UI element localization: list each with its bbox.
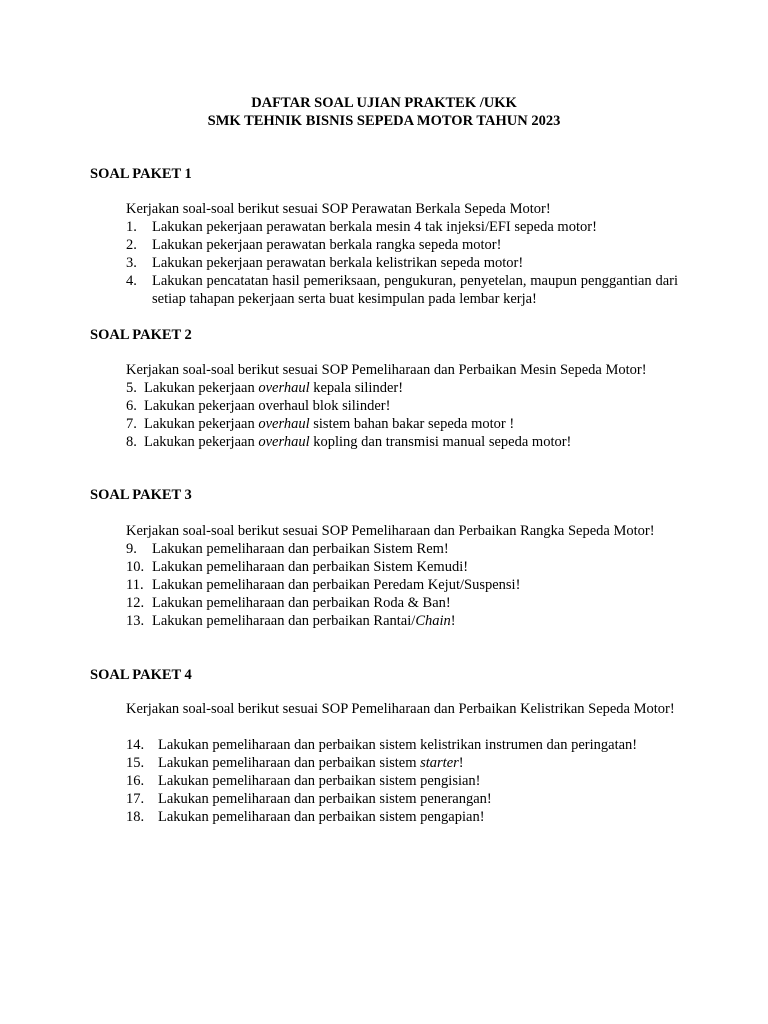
item-text: Lakukan pemeliharaan dan perbaikan sistem pengapian!: [158, 809, 485, 825]
document-title-line-2: SMK TEHNIK BISNIS SEPEDA MOTOR TAHUN 2023: [207, 113, 561, 129]
list-item: [126, 236, 678, 254]
item-text: Lakukan pekerjaan overhaul kepala silinder!: [144, 380, 404, 396]
item-number: 11.: [126, 577, 144, 593]
list-item: [126, 379, 678, 397]
list-item: [126, 576, 678, 594]
paket-2-heading: SOAL PAKET 2: [90, 327, 192, 343]
item-text: Lakukan pemeliharaan dan perbaikan sistem pengisian!: [158, 773, 481, 789]
item-number: 14.: [126, 737, 145, 753]
item-number: 2.: [126, 237, 137, 253]
paket-1-list: [126, 218, 678, 308]
item-number: 1.: [126, 219, 137, 235]
item-text: Lakukan pemeliharaan dan perbaikan Roda & Ban!: [152, 595, 451, 611]
document-title-line-1: DAFTAR SOAL UJIAN PRAKTEK /UKK: [251, 95, 517, 111]
item-text: Lakukan pemeliharaan dan perbaikan Peredam Kejut/Suspensi!: [152, 577, 521, 593]
item-number: 16.: [126, 773, 145, 789]
paket-2-intro: Kerjakan soal-soal berikut sesuai SOP Pemeliharaan dan Perbaikan Mesin Sepeda Motor!: [126, 362, 647, 378]
paket-2-list: [126, 379, 678, 451]
item-text: Lakukan pekerjaan overhaul sistem bahan bakar sepeda motor !: [144, 416, 515, 432]
item-text: Lakukan pekerjaan perawatan berkala rangka sepeda motor!: [152, 237, 502, 253]
item-number: 3.: [126, 255, 137, 271]
item-number: 4.: [126, 273, 137, 289]
list-item: [126, 594, 678, 612]
paket-3-list: [126, 540, 678, 630]
list-item: [126, 397, 678, 415]
item-number: 13.: [126, 613, 145, 629]
item-number: 17.: [126, 791, 145, 807]
list-item: [126, 254, 678, 272]
item-text: Lakukan pekerjaan overhaul kopling dan transmisi manual sepeda motor!: [144, 434, 572, 450]
item-number: 12.: [126, 595, 145, 611]
item-number: 15.: [126, 755, 145, 771]
item-text: Lakukan pekerjaan overhaul blok silinder!: [144, 398, 391, 414]
item-number: 7.: [126, 416, 137, 432]
list-item: [126, 790, 678, 808]
list-item: [126, 540, 678, 558]
paket-4-heading: SOAL PAKET 4: [90, 667, 192, 683]
item-text: Lakukan pemeliharaan dan perbaikan Sistem Rem!: [152, 541, 449, 557]
item-number: 5.: [126, 380, 137, 396]
paket-1-heading: SOAL PAKET 1: [90, 166, 192, 182]
item-text: Lakukan pekerjaan perawatan berkala mesin 4 tak injeksi/EFI sepeda motor!: [152, 219, 597, 235]
paket-1-intro: Kerjakan soal-soal berikut sesuai SOP Perawatan Berkala Sepeda Motor!: [126, 201, 551, 217]
list-item: [126, 433, 678, 451]
item-number: 9.: [126, 541, 137, 557]
paket-3-heading: SOAL PAKET 3: [90, 487, 192, 503]
list-item: [126, 218, 678, 236]
list-item: [126, 558, 678, 576]
item-number: 8.: [126, 434, 137, 450]
item-text: Lakukan pemeliharaan dan perbaikan sistem kelistrikan instrumen dan peringatan!: [158, 737, 638, 753]
item-text: Lakukan pemeliharaan dan perbaikan Sistem Kemudi!: [152, 559, 469, 575]
item-number: 6.: [126, 398, 137, 414]
list-item: [126, 754, 678, 772]
list-item: [126, 272, 678, 308]
list-item: [126, 612, 678, 630]
paket-3-intro: Kerjakan soal-soal berikut sesuai SOP Pemeliharaan dan Perbaikan Rangka Sepeda Motor!: [126, 523, 655, 539]
item-number: 18.: [126, 809, 145, 825]
list-item: [126, 415, 678, 433]
item-text: Lakukan pekerjaan perawatan berkala kelistrikan sepeda motor!: [152, 255, 524, 271]
list-item: [126, 808, 678, 826]
paket-4-intro: Kerjakan soal-soal berikut sesuai SOP Pemeliharaan dan Perbaikan Kelistrikan Sepeda Motor!: [126, 701, 675, 717]
paket-4-list: [126, 736, 678, 826]
item-text: Lakukan pencatatan hasil pemeriksaan, pengukuran, penyetelan, maupun penggantian dari setiap tahapan pekerjaan serta buat kesimpulan pada lembar kerja!: [152, 273, 678, 307]
item-text: Lakukan pemeliharaan dan perbaikan Rantai/Chain!: [152, 613, 456, 629]
list-item: [126, 736, 678, 754]
list-item: [126, 772, 678, 790]
item-text: Lakukan pemeliharaan dan perbaikan sistem starter!: [158, 755, 464, 771]
item-text: Lakukan pemeliharaan dan perbaikan sistem penerangan!: [158, 791, 492, 807]
item-number: 10.: [126, 559, 145, 575]
